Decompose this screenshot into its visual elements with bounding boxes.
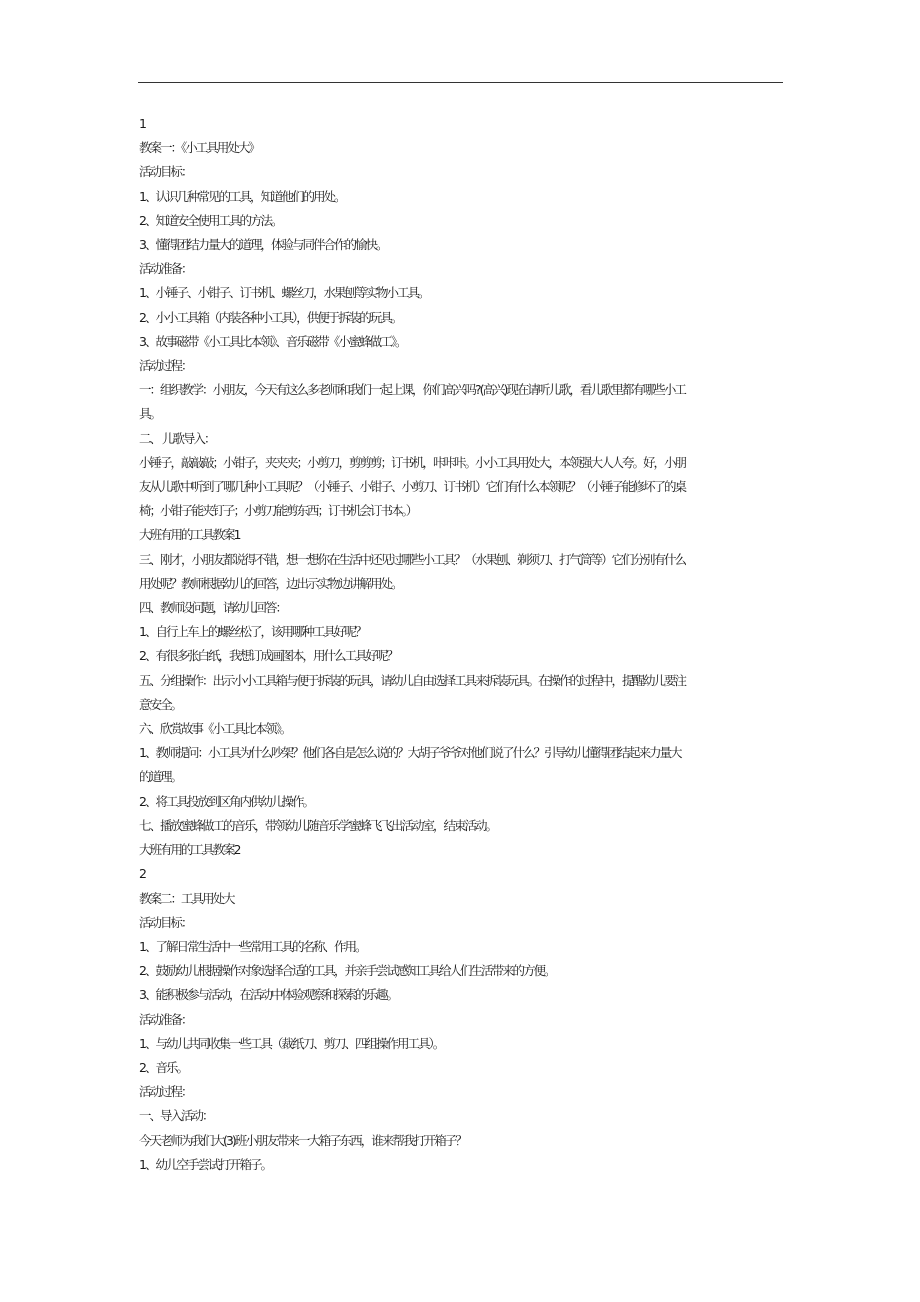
heading-preparation: 活动准备：: [139, 1011, 192, 1027]
inline-caption: 大班有用的工具教案2: [139, 842, 240, 858]
document-body: [139, 112, 789, 1177]
heading-process: 活动过程：: [139, 358, 192, 374]
goal-item: 1、了解日常生活中一些常用工具的名称、作用。: [139, 938, 366, 954]
paragraph-line: 友从儿歌中听到了哪几种小工具呢？（小锤子、小钳子、小剪刀、订书机）它们有什么本领呢？（小锤子能修坏了的桌: [139, 479, 686, 495]
paragraph-line: 的道理。: [139, 769, 182, 785]
goal-item: 3、能积极参与活动，在活动中体验观察和探索的乐趣。: [139, 987, 397, 1003]
goal-item: 3、懂得团结力量大的道理，体验与同伴合作的愉快。: [139, 237, 387, 253]
heading-goals: 活动目标：: [139, 914, 192, 930]
paragraph-line: 今天老师为我们大(3)班小朋友带来一大箱子东西，谁来帮我打开箱子？: [139, 1132, 466, 1148]
step-heading: 二、 儿歌导入：: [139, 430, 215, 446]
heading-goals: 活动目标：: [139, 164, 192, 180]
paragraph-line: 意安全。: [139, 696, 182, 712]
list-item: 1、幼儿空手尝试打开箱子。: [139, 1156, 271, 1172]
paragraph-line: 具。: [139, 406, 161, 422]
inline-caption: 大班有用的工具教案1: [139, 527, 240, 543]
header-rule: [138, 82, 783, 83]
heading-process: 活动过程：: [139, 1084, 192, 1100]
question-item: 1、自行上车上的螺丝松了，该用哪种工具好呢？: [139, 624, 366, 640]
goal-item: 1、认识几种常见的工具，知道他们的用处。: [139, 188, 345, 204]
paragraph-line: 五、分组操作：出示小小工具箱与便于拆装的玩具，请幼儿自由选择工具来拆装玩具。在操作的过程中，提醒幼儿要注: [139, 672, 686, 688]
step-heading: 一、导入活动：: [139, 1108, 213, 1124]
preparation-item: 1、小锤子、小钳子、订书机、螺丝刀，水果刨等实物小工具。: [139, 285, 429, 301]
question-item: 2、有很多张白纸，我想订成画图本，用什么工具好呢？: [139, 648, 397, 664]
preparation-item: 2、音乐。: [139, 1059, 187, 1075]
list-item: 2、将工具投放到区角内供幼儿操作。: [139, 793, 313, 809]
preparation-item: 1、与幼儿共同收集一些工具（裁纸刀、剪刀、四组操作用工具）。: [139, 1035, 444, 1051]
paragraph-line: 用处呢？教师根据幼儿的回答，边出示实物边讲解用处。: [139, 575, 402, 591]
lesson-title-2: 教案二：工具用处大: [139, 890, 234, 906]
paragraph-line: 一：组织教学：小朋友，今天有这么多老师和我们一起上课，你们高兴吗?(高兴)现在请听儿歌，看儿歌里都有哪些小工: [139, 382, 685, 398]
paragraph-line: 小锤子，敲敲敲；小钳子，夹夹夹；小剪刀，剪剪剪；订书机，咔咔咔。小小工具用处大，本领强大人人夸。好，小朋: [139, 454, 686, 470]
paragraph-line: 三、刚才，小朋友都说得不错，想一想你在生活中还见过哪些小工具？（水果刨、剃须刀、打气筒等）它们分别有什么: [139, 551, 686, 567]
step-heading: 六、欣赏故事《小工具比本领》。: [139, 721, 291, 737]
lesson-title-1: 教案一：《小工具用处大》: [139, 140, 259, 156]
paragraph-line: 1、教师提问：小工具为什么吵架？他们各自是怎么说的？大胡子爷爷对他们说了什么？引导幼儿懂得团结起来力量大: [139, 745, 681, 761]
step-heading: 四、教师设问题，请幼儿回答：: [139, 600, 287, 616]
section-number-1: 1: [139, 116, 145, 131]
paragraph-line: 椅；小钳子能夹钉子；小剪刀能剪东西；订书机会订书本。）: [139, 503, 417, 519]
preparation-item: 2、小小工具箱（内装各种小工具），供便于拆装的玩具。: [139, 309, 402, 325]
step-heading: 七、播放蜜蜂做工的音乐，带领幼儿随音乐学蜜蜂飞飞出活动室，结束活动。: [139, 817, 497, 833]
section-number-2: 2: [139, 866, 145, 882]
goal-item: 2、知道安全使用工具的方法。: [139, 212, 282, 228]
heading-preparation: 活动准备：: [139, 261, 192, 277]
preparation-item: 3、故事磁带《小工具比本领》、音乐磁带《小蜜蜂做工》。: [139, 333, 406, 349]
goal-item: 2、鼓励幼儿根据操作对象选择合适的工具，并亲手尝试感知工具给人们生活带来的方便。: [139, 963, 555, 979]
